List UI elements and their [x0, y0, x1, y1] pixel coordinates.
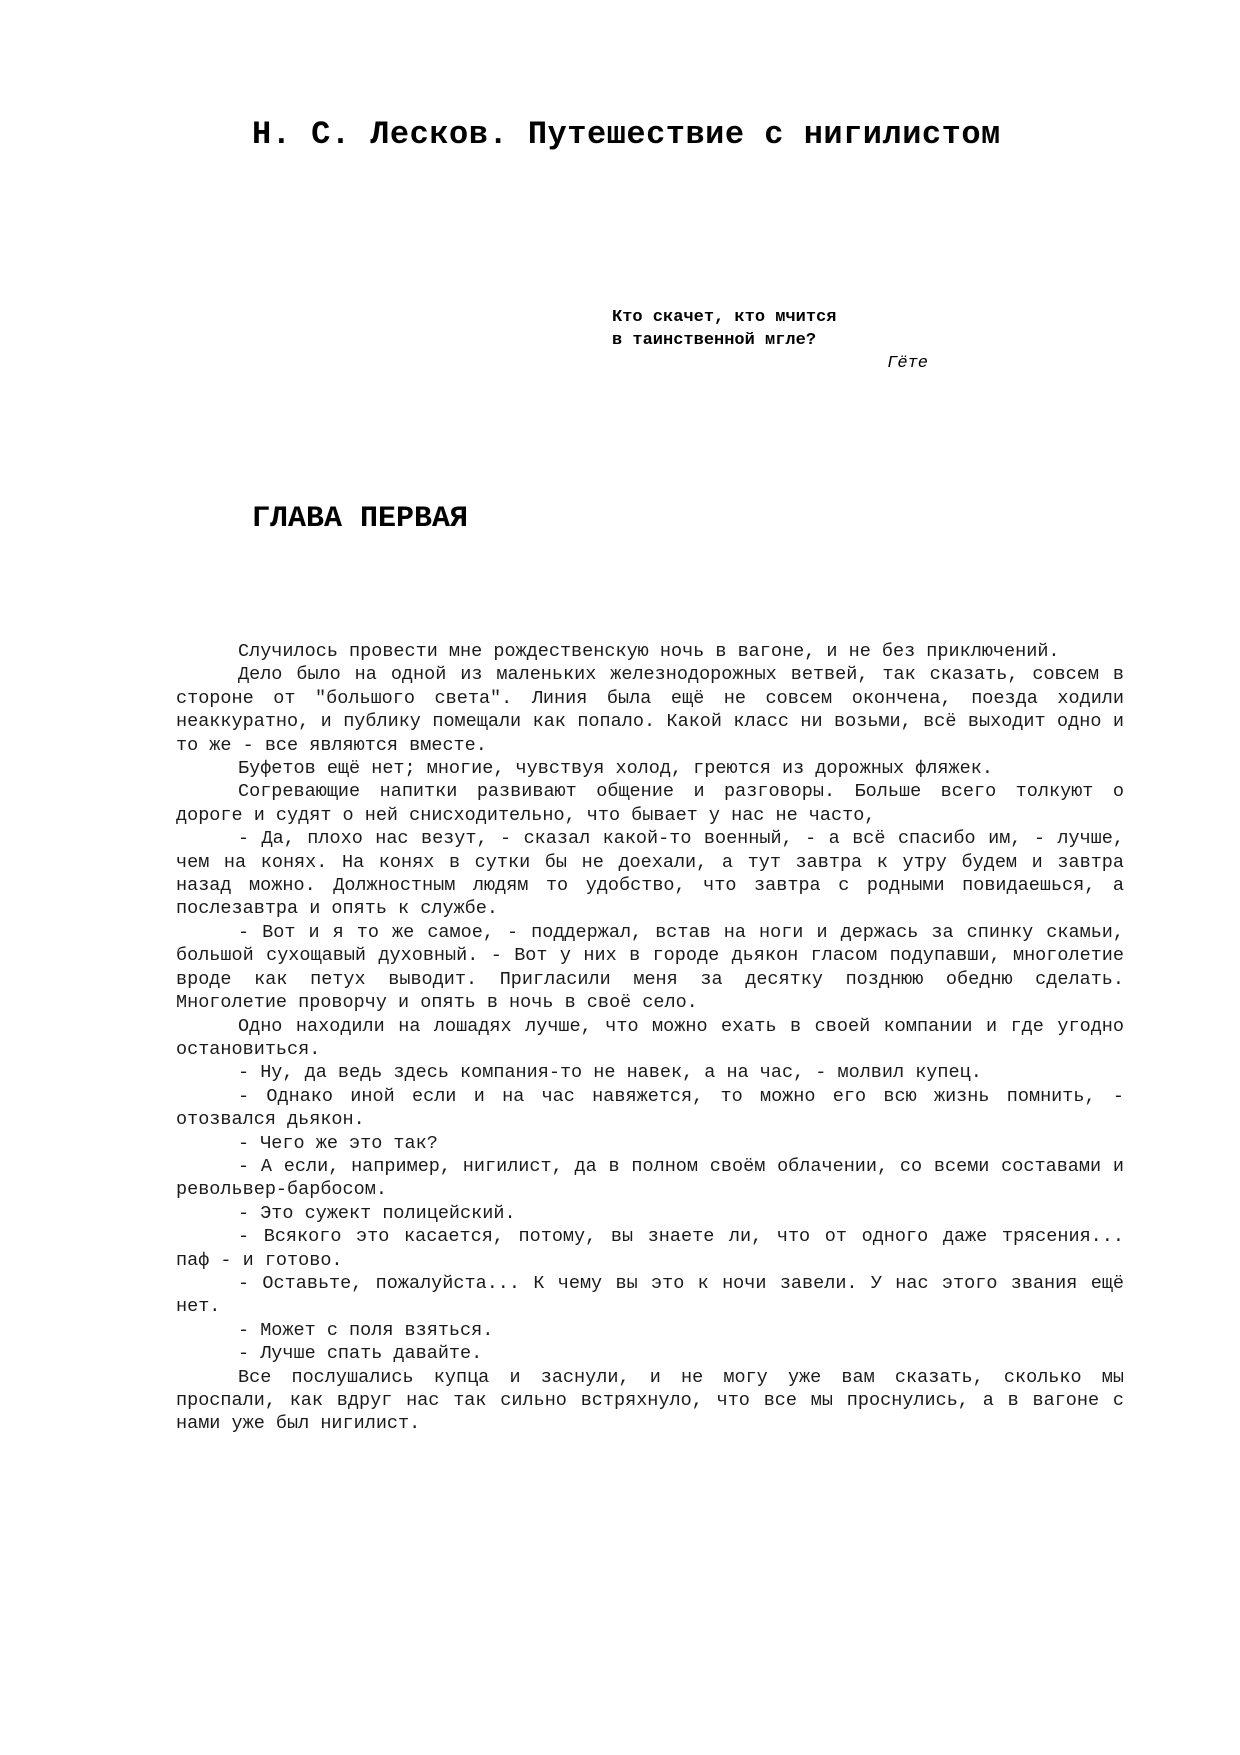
paragraph: - Ну, да ведь здесь компания-то не навек, а на час, - молвил купец. — [238, 1062, 982, 1084]
epigraph-author: Гёте — [887, 354, 928, 373]
paragraph: Дело было на одной из маленьких железнодорожных ветвей, так сказать, совсем в стороне от "большого света". Линия была ещё не совсем окончена, поезда ходили неаккуратно, и публику помещали как попало. Какой класс ни возьми, всё выходит одно и то же - все являются вместе. — [176, 664, 1124, 756]
paragraph: - Может с поля взяться. — [238, 1319, 494, 1341]
chapter-heading: ГЛАВА ПЕРВАЯ — [252, 502, 469, 536]
paragraph: Одно находили на лошадях лучше, что можно ехать в своей компании и где угодно остановиться. — [176, 1015, 1124, 1060]
paragraph: - Чего же это так? — [238, 1132, 438, 1154]
paragraph: - Вот и я то же самое, - поддержал, встав на ноги и держась за спинку скамьи, большой сухощавый духовный. - Вот у них в городе дьякон гласом подупавши, многолетие вроде как петух выводит. Пригласили меня за десятку позднюю обедню сделать. Многолетие проворчу и опять в ночь в своё село. — [176, 921, 1124, 1014]
paragraph: - Да, плохо нас везут, - сказал какой-то военный, - а всё спасибо им, - лучше, чем на конях. На конях в сутки бы не доехали, а тут завтра к утру будем и завтра назад можно. Должностным людям то удобство, что завтра с родными повидаешься, а послезавтра и опять к службе. — [176, 828, 1124, 920]
epigraph-line: Кто скачет, кто мчится — [612, 308, 837, 327]
body-text — [176, 640, 1124, 1436]
paragraph: - Оставьте, пожалуйста... К чему вы это к ночи завели. У нас этого звания ещё нет. — [176, 1272, 1124, 1318]
paragraph: - Это сужект полицейский. — [238, 1202, 516, 1224]
paragraph: - Однако иной если и на час навяжется, то можно его всю жизнь помнить, - отозвался дьякон. — [176, 1085, 1124, 1131]
epigraph-line: в таинственной мгле? — [612, 331, 817, 350]
epigraph — [612, 306, 932, 375]
paragraph: Буфетов ещё нет; многие, чувствуя холод, греются из дорожных фляжек. — [238, 758, 993, 780]
paragraph: - Лучше спать давайте. — [238, 1343, 483, 1365]
paragraph: - Всякого это касается, потому, вы знаете ли, что от одного даже трясения... паф - и готово. — [176, 1226, 1124, 1271]
paragraph: Согревающие напитки развивают общение и разговоры. Больше всего толкуют о дороге и судят о ней снисходительно, что бывает у нас не часто, — [176, 781, 1124, 826]
paragraph: Все послушались купца и заснули, и не могу уже вам сказать, сколько мы проспали, как вдруг нас так сильно встряхнуло, что все мы проснулись, а в вагоне с нами уже был нигилист. — [176, 1366, 1124, 1435]
paragraph: Случилось провести мне рождественскую ночь в вагоне, и не без приключений. — [238, 641, 1060, 662]
paragraph: - А если, например, нигилист, да в полном своём облачении, со всеми составами и револьвер-барбосом. — [176, 1155, 1124, 1201]
page-title: Н. С. Лесков. Путешествие с нигилистом — [252, 116, 1001, 153]
